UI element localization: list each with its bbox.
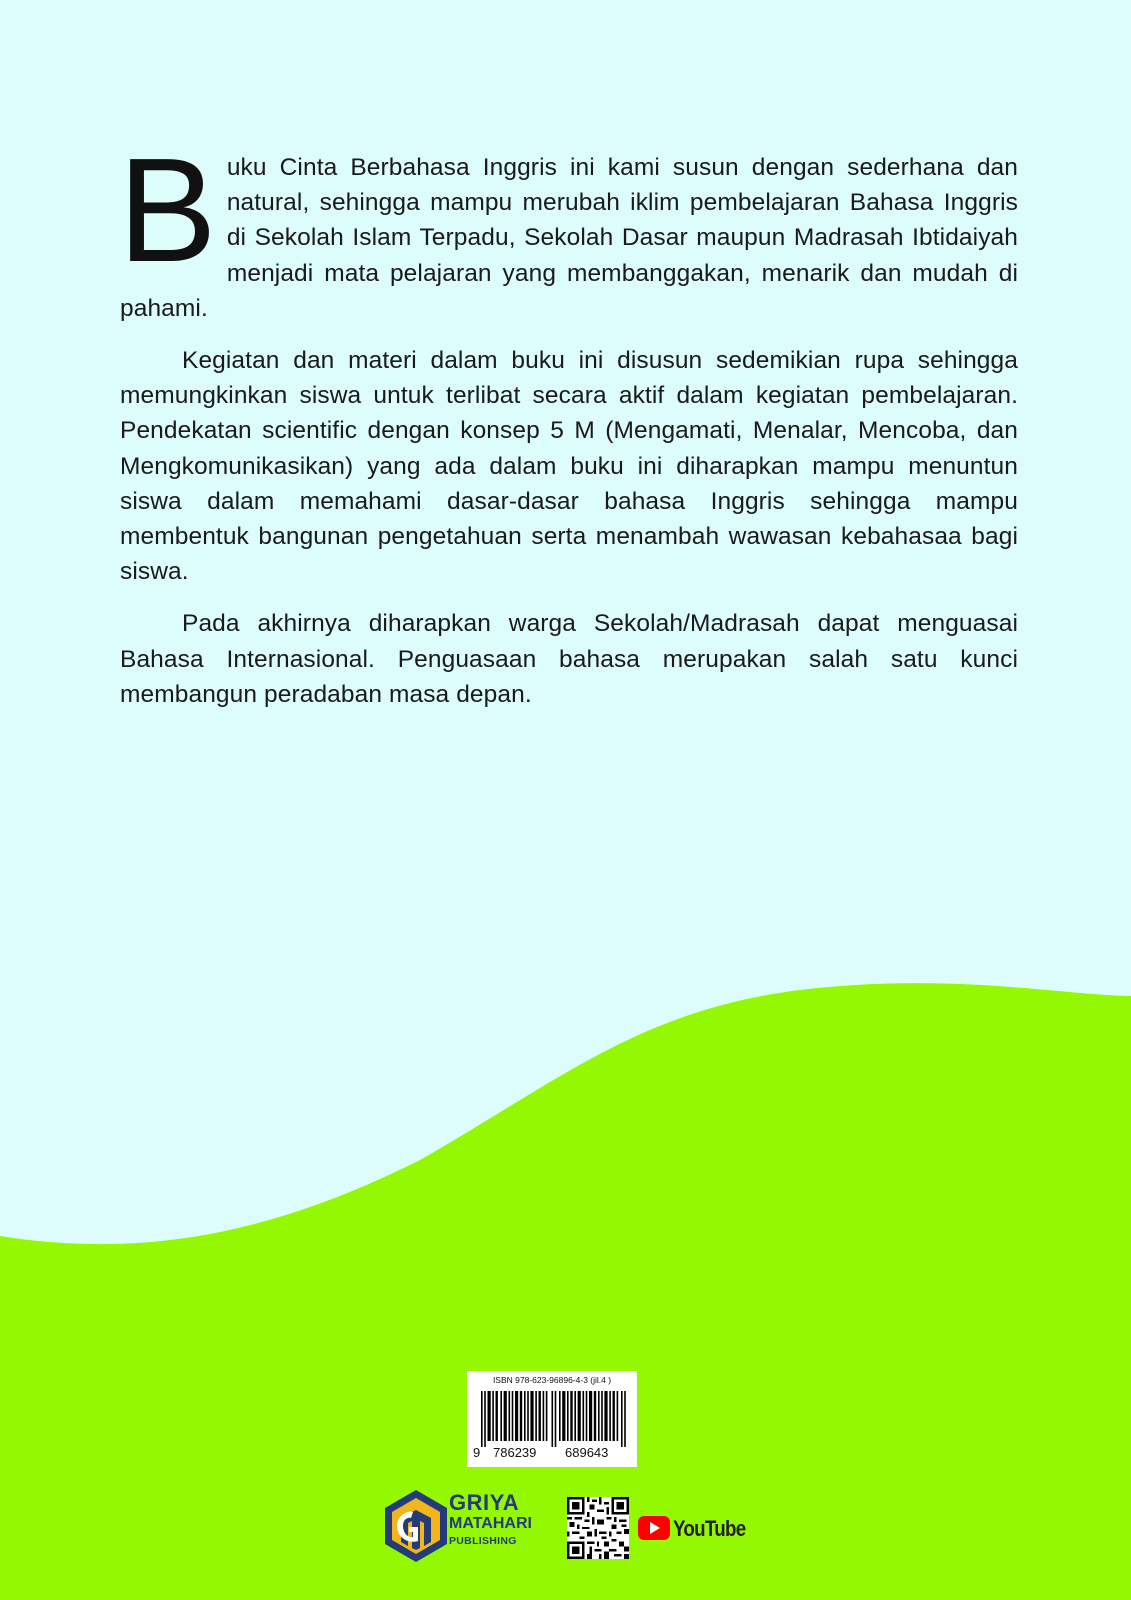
qr-code-icon[interactable] [567, 1497, 629, 1559]
isbn-digits-left: 786239 [493, 1445, 537, 1460]
publisher-logo [383, 1488, 563, 1564]
closing-paragraph: Pada akhirnya diharapkan warga Sekolah/Madrasah dapat menguasai Bahasa Internasional. Penguasaan bahasa merupakan salah satu kunci membangun peradaban masa depan. [120, 610, 1018, 708]
drop-cap: B [118, 128, 217, 293]
publisher-name-publishing: PUBLISHING [449, 1535, 517, 1547]
isbn-barcode-box [467, 1371, 637, 1467]
barcode-icon [481, 1391, 629, 1447]
intro-paragraph [118, 128, 1018, 326]
second-paragraph: Kegiatan dan materi dalam buku ini disusun sedemikian rupa sehingga memungkinkan siswa untuk terlibat secara aktif dalam kegiatan pembelajaran. Pendekatan scientific dengan konsep 5 M (Mengamati, Menalar, Mencoba, dan Mengkomunikasikan) yang ada dalam buku ini diharapkan mampu menuntun siswa dalam memahami dasar-dasar bahasa Inggris sehingga mampu membentuk bangunan pengetahuan serta menambah wawasan kebahasaa bagi siswa. [120, 347, 1018, 586]
publisher-name-matahari: MATAHARI [449, 1515, 532, 1532]
isbn-digits-right: 689643 [565, 1445, 609, 1460]
gm-logo-icon [383, 1488, 449, 1564]
publisher-name-griya: GRIYA [449, 1490, 520, 1515]
back-cover-text [118, 128, 1018, 712]
intro-paragraph-text: uku Cinta Berbahasa Inggris ini kami susun dengan sederhana dan natural, sehingga mampu merubah iklim pembelajaran Bahasa Inggris di Sekolah Islam Terpadu, Sekolah Dasar maupun Madrasah Ibtidaiyah menjadi mata pelajaran yang membanggakan, menarik dan mudah di pahami. [120, 154, 1018, 322]
youtube-label: YouTube [673, 1516, 746, 1541]
isbn-label: ISBN 978-623-96896-4-3 (jil.4 ) [492, 1375, 612, 1385]
isbn-digit-first: 9 [473, 1445, 481, 1460]
youtube-link[interactable] [638, 1514, 748, 1544]
youtube-play-icon [638, 1516, 670, 1540]
